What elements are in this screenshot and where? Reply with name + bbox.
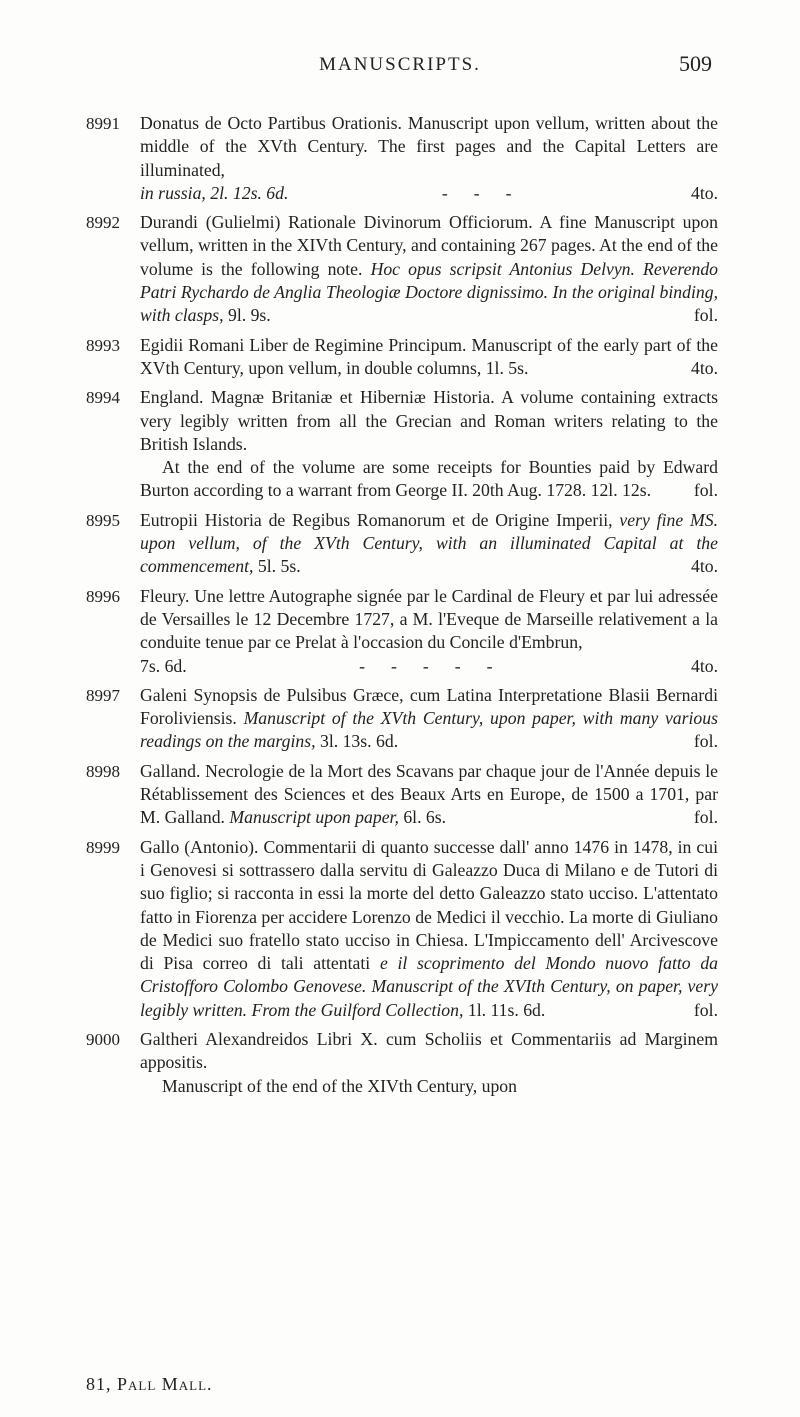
catalogue-entry <box>86 1028 718 1098</box>
footer-number: 81, <box>86 1374 112 1394</box>
entry-format: fol. <box>693 999 718 1020</box>
lot-number: 8994 <box>86 388 120 408</box>
entry-paragraph: At the end of the volume are some receipts for Bounties paid by Edward Burton according to a warrant from George II. 20th Aug. 1728. <box>140 457 718 501</box>
lot-number: 8998 <box>86 761 120 781</box>
lot-number: 8999 <box>86 837 120 857</box>
entry-format: 4to. <box>690 655 718 676</box>
catalogue-entry <box>86 836 718 1022</box>
entry-price: 7s. 6d. <box>140 655 187 676</box>
entry-note: very fine MS. upon vellum, of the XVth Century, with an illuminated Capital at the commencement, <box>140 509 718 577</box>
entry-format: fol. <box>693 807 718 828</box>
entry-format: 4to. <box>690 556 718 577</box>
catalogue-entry <box>86 760 718 830</box>
entry-text: Durandi (Gulielmi) Rationale Divinorum Officiorum. A fine Manuscript upon vellum, written in the XIVth Century, and containing 267 pages. At the end of the volume is the following note. <box>140 212 718 279</box>
entry-price: 12l. 12s. <box>590 480 652 501</box>
entry-text: England. Magnæ Britaniæ et Hiberniæ Historia. A volume containing extracts very legibly written from all the Grecian and Roman writers relating to the British Islands. <box>140 387 718 454</box>
entry-price: 9l. 9s. <box>227 305 271 326</box>
lot-number: 8995 <box>86 510 120 530</box>
lot-number: 8997 <box>86 685 120 705</box>
catalogue-entry <box>86 334 718 381</box>
entry-text: Gallo (Antonio). Commentarii di quanto successe dall' anno 1476 in 1478, in cui i Genovesi si sottrassero dalla servitu di Galeazzo Duca di Milano e de Tutori di suo figlio; si racconta in essi la morte del detto Galeazzo stato ucciso. L'attentato fatto in Fiorenza per accidere Lorenzo de Medici il vecchio. La morte di Giuliano de Medici suo fratello stato ucciso in Chiesa. L'Impiccamento dell' Arcivescove di Pisa correo di tali attentati <box>140 836 718 974</box>
entry-note: e il scoprimento del Mondo nuovo fatto da Cristofforo Colombo Genovese. Manuscript of the XVIth Century, on paper, very legibly written. From the Guilford Collection, <box>140 953 719 1020</box>
entry-text: Galeni Synopsis de Pulsibus Græce, cum Latina Interpretatione Blasii Bernardi Foroliviensis. <box>140 684 718 729</box>
catalogue-entry <box>86 509 718 579</box>
entry-note: Manuscript of the XVth Century, upon paper, with many various readings on the margins, <box>140 708 719 752</box>
entry-price: 5l. 5s. <box>257 556 301 577</box>
catalogue-entry: 8996 Fleury. Une lettre Autographe signée par le Cardinal de Fleury et par lui adressée de Versailles le 12 Decembre 1727, a M. l'Eveque de Marseille relativement a la conduite tenue par ce Prelat à l'occasion du Concile d'Embrun, 7s. 6d. ----- 4to. <box>86 585 718 678</box>
lot-number: 8993 <box>86 335 120 355</box>
entry-price: 3l. 13s. 6d. <box>319 731 399 752</box>
entry-text: Donatus de Octo Partibus Orationis. Manuscript upon vellum, written about the middle of the XVth Century. The first pages and the Capital Letters are illuminated, <box>140 113 718 180</box>
catalogue-entry: 8991 Donatus de Octo Partibus Orationis. Manuscript upon vellum, written about the middle of the XVth Century. The first pages and the Capital Letters are illuminated, in russia, 2l. 12s. 6d. --- 4to. <box>86 112 718 205</box>
lot-number: 8991 <box>86 114 120 133</box>
running-head: MANUSCRIPTS. <box>319 54 481 75</box>
entry-paragraph: Manuscript of the end of the XIVth Century, upon <box>162 1075 517 1096</box>
entry-format: fol. <box>693 480 718 501</box>
entry-format: 4to. <box>690 357 718 378</box>
entry-price: 1l. 11s. 6d. <box>467 999 546 1020</box>
catalogue-entry <box>86 684 718 754</box>
entry-format: fol. <box>693 731 718 752</box>
lot-number: 8992 <box>86 213 120 233</box>
entry-binding-price: in russia, 2l. 12s. 6d. <box>140 182 289 203</box>
entry-text: Galtheri Alexandreidos Libri X. cum Scholiis et Commentariis ad Marginem appositis. <box>140 1028 718 1073</box>
entry-price: 1l. 5s. <box>485 357 529 378</box>
footer-address: Pall Mall. <box>117 1374 213 1394</box>
entry-note: Manuscript upon paper, <box>229 807 399 828</box>
entry-format: 4to. <box>690 182 718 203</box>
entry-text: Egidii Romani Liber de Regimine Principum. Manuscript of the early part of the XVth Century, upon vellum, in double columns, <box>140 334 718 378</box>
entry-note: Hoc opus scripsit Antonius Delvyn. Reverendo Patri Rychardo de Anglia Theologiæ Doctore dignissimo. In the original binding, with clasps, <box>140 258 719 326</box>
catalogue-entry <box>86 211 718 327</box>
entry-price: 6l. 6s. <box>403 807 447 828</box>
entry-text: Fleury. Une lettre Autographe signée par le Cardinal de Fleury et par lui adressée de Versailles le 12 Decembre 1727, a M. l'Eveque de Marseille relativement a la conduite tenue par ce Prelat à l'occasion du Concile d'Embrun, <box>140 585 718 653</box>
page-number: 509 <box>679 51 712 76</box>
page-footer <box>86 1374 213 1395</box>
entry-text: Galland. Necrologie de la Mort des Scavans par chaque jour de l'Année depuis le Rétablissement des Sciences et des Beaux Arts en Europe, de 1500 a 1701, par M. Galland. <box>140 760 718 828</box>
lot-number: 8996 <box>86 586 120 606</box>
entry-format: fol. <box>693 305 718 326</box>
entry-list <box>86 112 718 1098</box>
page-header <box>0 48 800 82</box>
entry-text: Eutropii Historia de Regibus Romanorum et de Origine Imperii, <box>140 509 613 530</box>
catalogue-entry <box>86 386 718 502</box>
lot-number: 9000 <box>86 1029 120 1049</box>
